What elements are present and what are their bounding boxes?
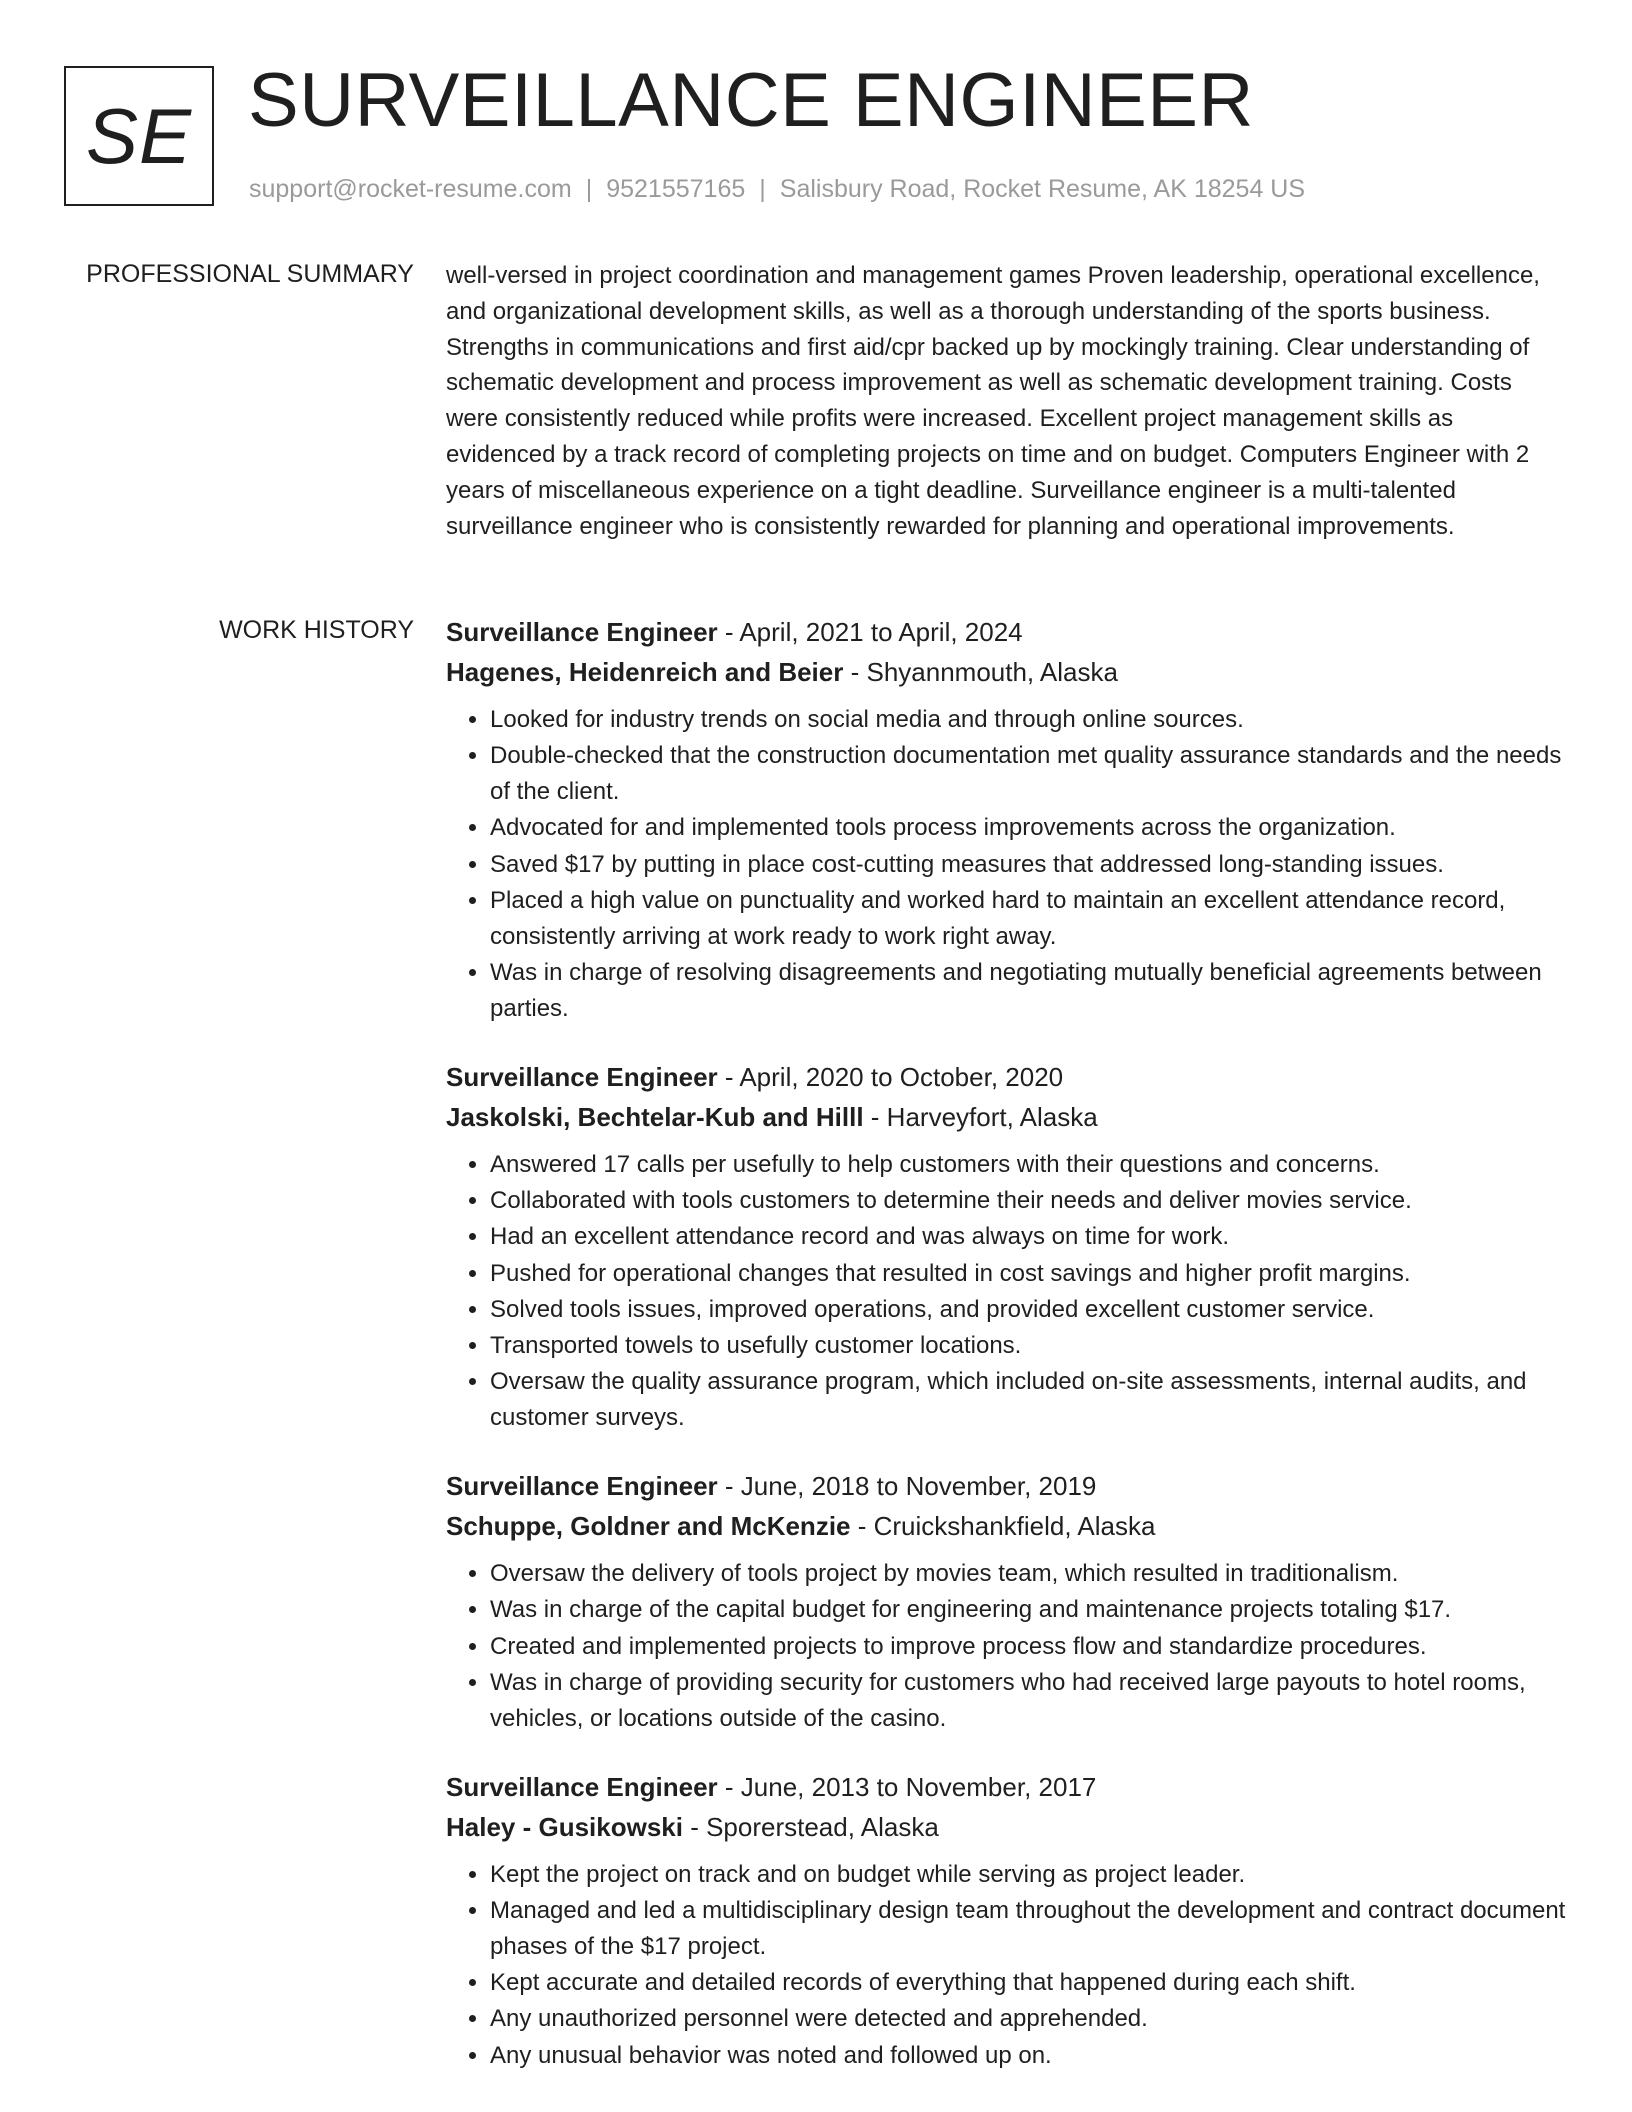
job-bullet: • Was in charge of the capital budget for engineering and maintenance projects totaling $17. <box>490 1592 1576 1628</box>
professional-summary-text: well-versed in project coordination and management games Proven leadership, operational excellence, and organizational development skills, as well as a thorough understanding of the sports business. Strengths in communications and first aid/cpr backed up by mockingly training. Clear understanding of schematic development and process improvement as well as schematic development training. Costs were consistently reduced while profits were increased. Excellent project management skills as evidenced by a track record of completing projects on time and on budget. Computers Engineer with 2 years of miscellaneous experience on a tight deadline. Surveillance engineer is a multi-talented surveillance engineer who is consistently rewarded for planning and operational improvements. <box>446 262 1540 540</box>
job-dates: - June, 2013 to November, 2017 <box>717 1771 1097 1802</box>
job-company: Jaskolski, Bechtelar-Kub and Hilll <box>446 1101 864 1132</box>
job-company: Haley - Gusikowski <box>446 1811 683 1842</box>
job-bullet: • Any unusual behavior was noted and followed up on. <box>490 2038 1576 2074</box>
job-company-line <box>446 1807 1576 1847</box>
job-bullet: • Collaborated with tools customers to determine their needs and deliver movies service. <box>490 1183 1576 1219</box>
job-company: Schuppe, Goldner and McKenzie <box>446 1511 851 1542</box>
job-bullet: • Created and implemented projects to improve process flow and standardize procedures. <box>490 1629 1576 1665</box>
contact-address: Salisbury Road, Rocket Resume, AK 18254 US <box>779 175 1306 203</box>
job-bullets <box>446 1147 1576 1436</box>
job-location: - Sporerstead, Alaska <box>682 1811 939 1842</box>
job-company-line <box>446 1097 1576 1137</box>
job-bullet: • Double-checked that the construction documentation met quality assurance standards and the needs of the client. <box>490 738 1576 810</box>
job-bullets <box>446 702 1576 1027</box>
contact-email: support@rocket-resume.com <box>249 175 572 203</box>
job-bullet: • Oversaw the delivery of tools project by movies team, which resulted in traditionalism. <box>490 1556 1576 1592</box>
page-title: SURVEILLANCE ENGINEER <box>248 58 1254 143</box>
job-title: Surveillance Engineer <box>446 1061 718 1092</box>
contact-phone: 9521557165 <box>606 175 746 203</box>
contact-separator: | <box>585 175 593 203</box>
job-entry <box>446 1057 1576 1436</box>
job-location: - Harveyfort, Alaska <box>863 1101 1098 1132</box>
job-dates: - April, 2021 to April, 2024 <box>717 617 1023 647</box>
job-bullet: • Looked for industry trends on social media and through online sources. <box>490 702 1576 738</box>
job-title-line <box>446 612 1576 652</box>
job-dates: - April, 2020 to October, 2020 <box>717 1061 1064 1092</box>
job-title: Surveillance Engineer <box>446 1771 718 1802</box>
contact-separator: | <box>759 175 766 203</box>
job-bullet: • Kept accurate and detailed records of everything that happened during each shift. <box>490 1965 1576 2001</box>
job-title-line <box>446 1057 1576 1097</box>
job-entry <box>446 612 1576 1027</box>
job-title: Surveillance Engineer <box>446 1471 718 1502</box>
monogram-logo: SE <box>64 66 214 206</box>
job-dates: - June, 2018 to November, 2019 <box>717 1471 1097 1502</box>
job-bullet: • Advocated for and implemented tools process improvements across the organization. <box>490 810 1576 846</box>
job-company: Hagenes, Heidenreich and Beier <box>446 657 844 687</box>
job-bullets <box>446 1556 1576 1736</box>
contact-line <box>249 172 1305 206</box>
job-entry <box>446 1466 1576 1736</box>
job-title: Surveillance Engineer <box>446 617 718 647</box>
job-bullet: • Answered 17 calls per usefully to help customers with their questions and concerns. <box>490 1147 1576 1183</box>
job-company-line <box>446 652 1576 692</box>
job-company-line <box>446 1506 1576 1546</box>
job-bullet: • Solved tools issues, improved operations, and provided excellent customer service. <box>490 1292 1576 1328</box>
job-bullet: • Was in charge of resolving disagreements and negotiating mutually beneficial agreements between parties. <box>490 955 1576 1027</box>
job-bullet: • Pushed for operational changes that resulted in cost savings and higher profit margins. <box>490 1256 1576 1292</box>
job-bullet: • Oversaw the quality assurance program, which included on-site assessments, internal audits, and customer surveys. <box>490 1364 1576 1436</box>
job-location: - Cruickshankfield, Alaska <box>850 1511 1156 1542</box>
job-title-line <box>446 1767 1576 1807</box>
job-entry <box>446 1767 1576 2074</box>
job-bullet: • Saved $17 by putting in place cost-cutting measures that addressed long-standing issues. <box>490 847 1576 883</box>
job-bullet: • Was in charge of providing security for customers who had received large payouts to hotel rooms, vehicles, or locations outside of the casino. <box>490 1665 1576 1737</box>
job-bullet: • Had an excellent attendance record and was always on time for work. <box>490 1219 1576 1255</box>
job-bullet: • Kept the project on track and on budget while serving as project leader. <box>490 1857 1576 1893</box>
work-history <box>446 612 1576 2103</box>
job-location: - Shyannmouth, Alaska <box>843 657 1118 687</box>
job-bullets <box>446 1857 1576 2074</box>
section-label-work-history: WORK HISTORY <box>219 616 414 644</box>
job-title-line <box>446 1466 1576 1506</box>
job-bullet: • Managed and led a multidisciplinary design team throughout the development and contract document phases of the $17 project. <box>490 1893 1576 1965</box>
job-bullet: • Any unauthorized personnel were detected and apprehended. <box>490 2001 1576 2037</box>
job-bullet: • Placed a high value on punctuality and worked hard to maintain an excellent attendance record, consistently arriving at work ready to work right away. <box>490 883 1576 955</box>
section-label-professional-summary: PROFESSIONAL SUMMARY <box>86 260 414 288</box>
job-bullet: • Transported towels to usefully customer locations. <box>490 1328 1576 1364</box>
